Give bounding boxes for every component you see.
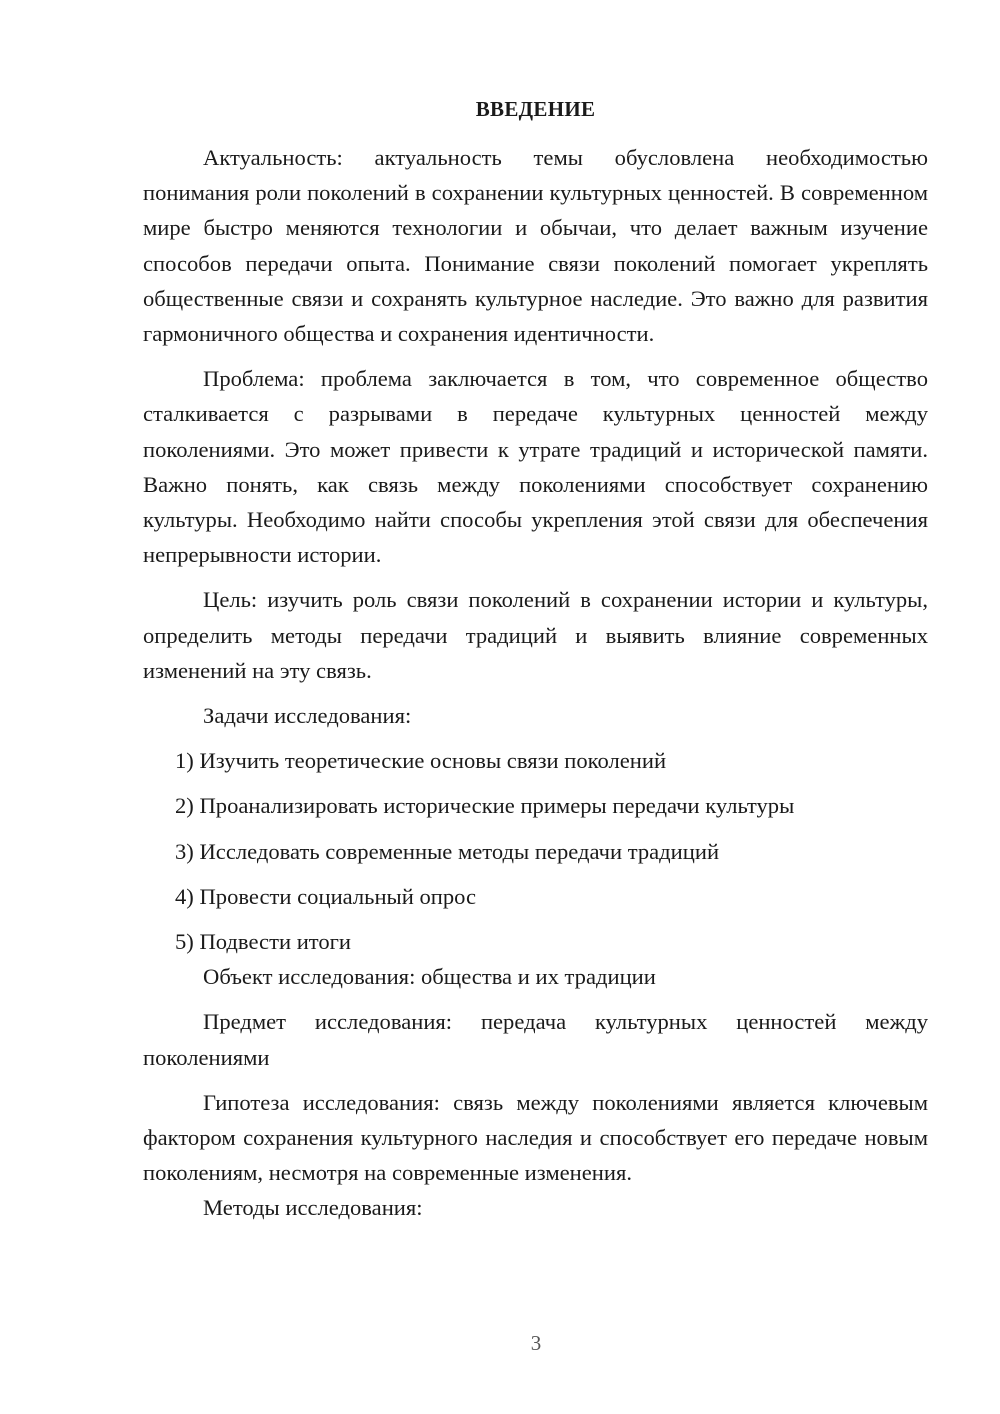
task-item: 2) Проанализировать исторические примеры передачи культуры [175,793,795,819]
tasks-heading: Задачи исследования: [203,703,412,729]
tasks-list [143,743,928,959]
paragraph-methods: Методы исследования: [203,1195,423,1221]
paragraph-hypothesis: Гипотеза исследования: связь между поколениями является ключевым фактором сохранения культурного наследия и способствует его передаче новым поколениям, несмотря на современные изменения. [143,1089,928,1186]
page-title: ВВЕДЕНИЕ [475,97,596,121]
task-item: 4) Провести социальный опрос [175,883,477,909]
task-item: 5) Подвести итоги [175,929,352,955]
paragraph-object: Объект исследования: общества и их традиции [203,964,656,990]
task-item: 3) Исследовать современные методы передачи традиций [175,838,720,864]
paragraph-relevance: Актуальность: актуальность темы обусловлена необходимостью понимания роли поколений в сохранении культурных ценностей. В современном мире быстро меняются технологии и обычаи, что делает важным изучение способов передачи опыта. Понимание связи поколений помогает укреплять общественные связи и сохранять культурное наследие. Это важно для развития гармоничного общества и сохранения идентичности. [143,145,928,347]
task-item: 1) Изучить теоретические основы связи поколений [175,748,667,774]
paragraph-subject: Предмет исследования: передача культурных ценностей между поколениями [143,1009,928,1070]
document-page [143,92,928,1226]
paragraph-goal: Цель: изучить роль связи поколений в сохранении истории и культуры, определить методы передачи традиций и выявить влияние современных изменений на эту связь. [143,587,928,683]
paragraph-problem: Проблема: проблема заключается в том, что современное общество сталкивается с разрывами в передаче культурных ценностей между поколениями. Это может привести к утрате традиций и исторической памяти. Важно понять, как связь между поколениями способствует сохранению культуры. Необходимо найти способы укрепления этой связи для обеспечения непрерывности истории. [143,366,928,568]
page-number: 3 [530,1331,542,1355]
